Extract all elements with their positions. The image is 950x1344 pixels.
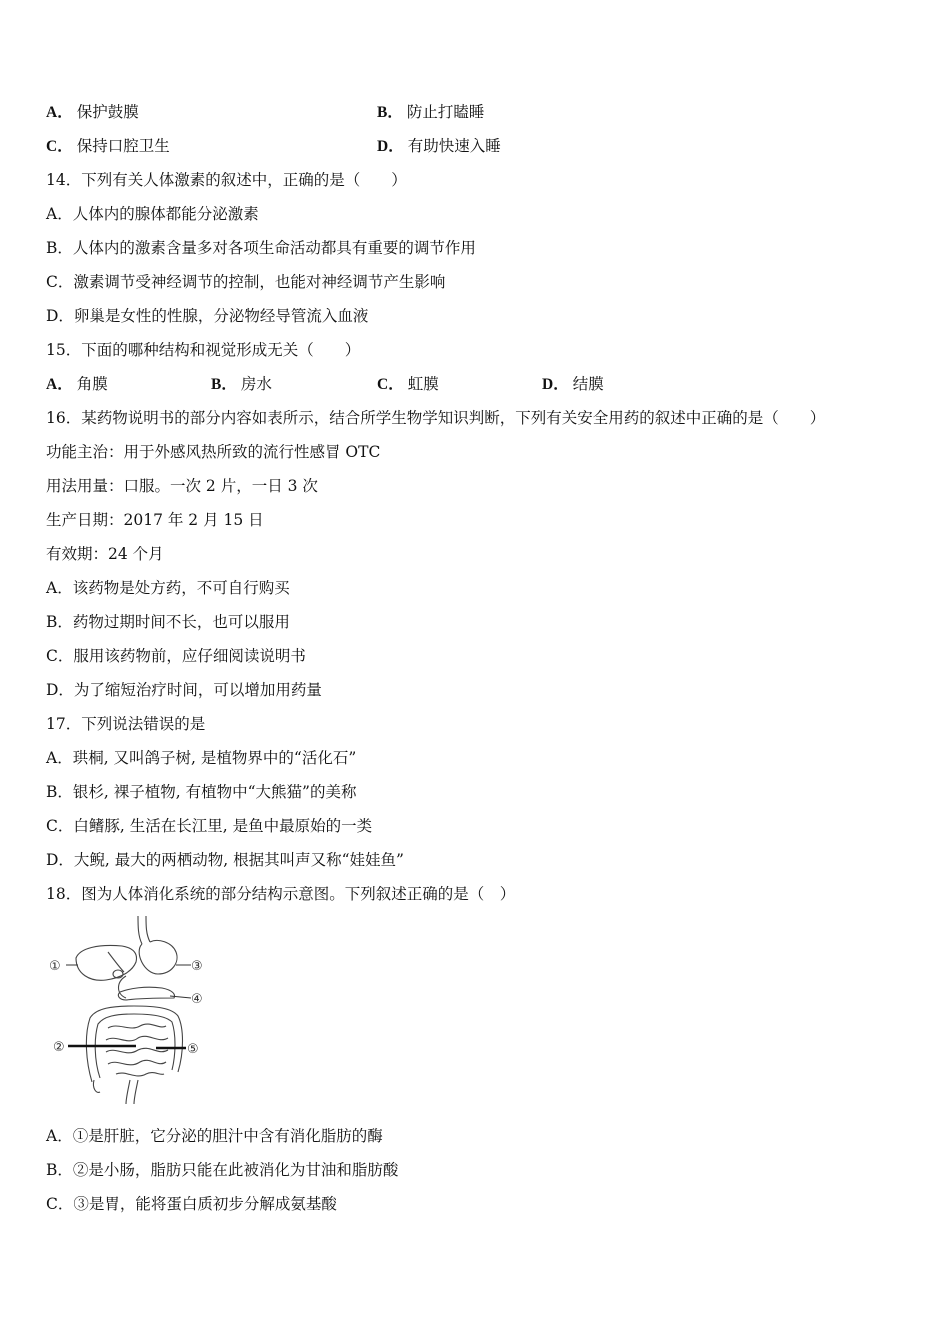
q16-option-d[interactable]: D．为了缩短治疗时间，可以增加用药量: [46, 681, 322, 699]
figure-label-3: ③: [191, 959, 203, 974]
q15-option-b-label: B．: [211, 376, 237, 393]
q13-option-c[interactable]: [46, 136, 170, 157]
small-intestine-loop-1: [108, 1024, 166, 1028]
small-intestine-loop-4: [108, 1060, 166, 1065]
q15-option-a[interactable]: [46, 374, 108, 395]
small-intestine-loop-5: [116, 1073, 164, 1076]
q17-option-c[interactable]: C．白鳍豚, 生活在长江里, 是鱼中最原始的一类: [46, 817, 373, 835]
q16-option-c[interactable]: C．服用该药物前，应仔细阅读说明书: [46, 647, 306, 665]
rectum-shape: [126, 1080, 130, 1104]
q15-stem: 15．下面的哪种结构和视觉形成无关（ ）: [46, 341, 361, 359]
figure-label-1: ①: [49, 959, 61, 974]
pancreas-shape: [118, 987, 174, 1000]
liver-shape: [76, 946, 136, 981]
q15-option-c[interactable]: [377, 374, 439, 395]
q15-option-b[interactable]: [211, 374, 272, 395]
q18-stem: 18．图为人体消化系统的部分结构示意图。下列叙述正确的是（ ）: [46, 885, 516, 903]
q17-option-d[interactable]: D．大鲵, 最大的两栖动物, 根据其叫声又称“娃娃鱼”: [46, 851, 404, 869]
q16-info-production-date: 生产日期：2017 年 2 月 15 日: [46, 511, 264, 529]
q14-option-d[interactable]: D．卵巢是女性的性腺，分泌物经导管流入血液: [46, 307, 369, 325]
appendix-shape: [93, 1080, 100, 1092]
q14-stem: 14．下列有关人体激素的叙述中，正确的是（ ）: [46, 171, 407, 189]
large-intestine-shape: [86, 1006, 182, 1082]
q15-option-d-label: D．: [542, 376, 569, 393]
q17-stem: 17．下列说法错误的是: [46, 715, 206, 733]
digestive-system-figure: [46, 912, 216, 1107]
q13-option-b-label: B．: [377, 104, 403, 121]
q16-info-function: 功能主治：用于外感风热所致的流行性感冒 OTC: [46, 443, 381, 461]
q15-option-d[interactable]: [542, 374, 604, 395]
digestive-system-diagram: [46, 912, 216, 1107]
esophagus-shape: [138, 916, 142, 944]
liver-lobe-line: [108, 952, 124, 972]
figure-label-4: ④: [191, 992, 203, 1007]
q13-option-a-label: A．: [46, 104, 73, 121]
q15-option-c-label: C．: [377, 376, 404, 393]
q18-option-c[interactable]: C．③是胃，能将蛋白质初步分解成氨基酸: [46, 1195, 337, 1213]
q16-info-validity: 有效期：24 个月: [46, 545, 164, 563]
esophagus-shape-2: [146, 916, 150, 942]
q16-option-b[interactable]: B．药物过期时间不长，也可以服用: [46, 613, 290, 631]
q13-option-c-text: 保持口腔卫生: [76, 137, 170, 155]
q14-option-a[interactable]: A．人体内的腺体都能分泌激素: [46, 205, 259, 223]
q14-option-b[interactable]: B．人体内的激素含量多对各项生命活动都具有重要的调节作用: [46, 239, 476, 257]
q17-option-a[interactable]: A．珙桐, 又叫鸽子树, 是植物界中的“活化石”: [46, 749, 357, 767]
q16-option-a[interactable]: A．该药物是处方药，不可自行购买: [46, 579, 290, 597]
q17-option-b[interactable]: B．银杉, 裸子植物, 有植物中“大熊猫”的美称: [46, 783, 357, 801]
q16-info-dosage: 用法用量：口服。一次 2 片，一日 3 次: [46, 477, 318, 495]
q13-option-d[interactable]: [377, 136, 501, 157]
q16-stem: 16．某药物说明书的部分内容如表所示，结合所学生物学知识判断，下列有关安全用药的叙述中正确的是（ ）: [46, 409, 826, 427]
q13-option-b-text: 防止打瞌睡: [406, 103, 485, 121]
q15-option-a-label: A．: [46, 376, 73, 393]
q15-option-c-text: 虹膜: [407, 375, 439, 393]
q15-option-a-text: 角膜: [76, 375, 108, 393]
q14-option-c[interactable]: C．激素调节受神经调节的控制，也能对神经调节产生影响: [46, 273, 446, 291]
q13-option-a-text: 保护鼓膜: [76, 103, 139, 121]
q13-option-c-label: C．: [46, 138, 73, 155]
q13-option-d-text: 有助快速入睡: [407, 137, 501, 155]
small-intestine-loop-2: [106, 1036, 168, 1041]
q18-option-b[interactable]: B．②是小肠，脂肪只能在此被消化为甘油和脂肪酸: [46, 1161, 399, 1179]
duodenum-shape: [119, 976, 127, 998]
q13-option-a[interactable]: [46, 102, 139, 123]
figure-label-5: ⑤: [187, 1042, 199, 1057]
figure-label-2: ②: [53, 1040, 65, 1055]
stomach-shape: [139, 940, 177, 974]
q18-option-a[interactable]: A．①是肝脏，它分泌的胆汁中含有消化脂肪的酶: [46, 1127, 383, 1145]
q13-option-d-label: D．: [377, 138, 404, 155]
q15-option-d-text: 结膜: [572, 375, 604, 393]
q13-option-b[interactable]: [377, 102, 484, 123]
rectum-shape-2: [134, 1080, 138, 1104]
q15-option-b-text: 房水: [240, 375, 272, 393]
